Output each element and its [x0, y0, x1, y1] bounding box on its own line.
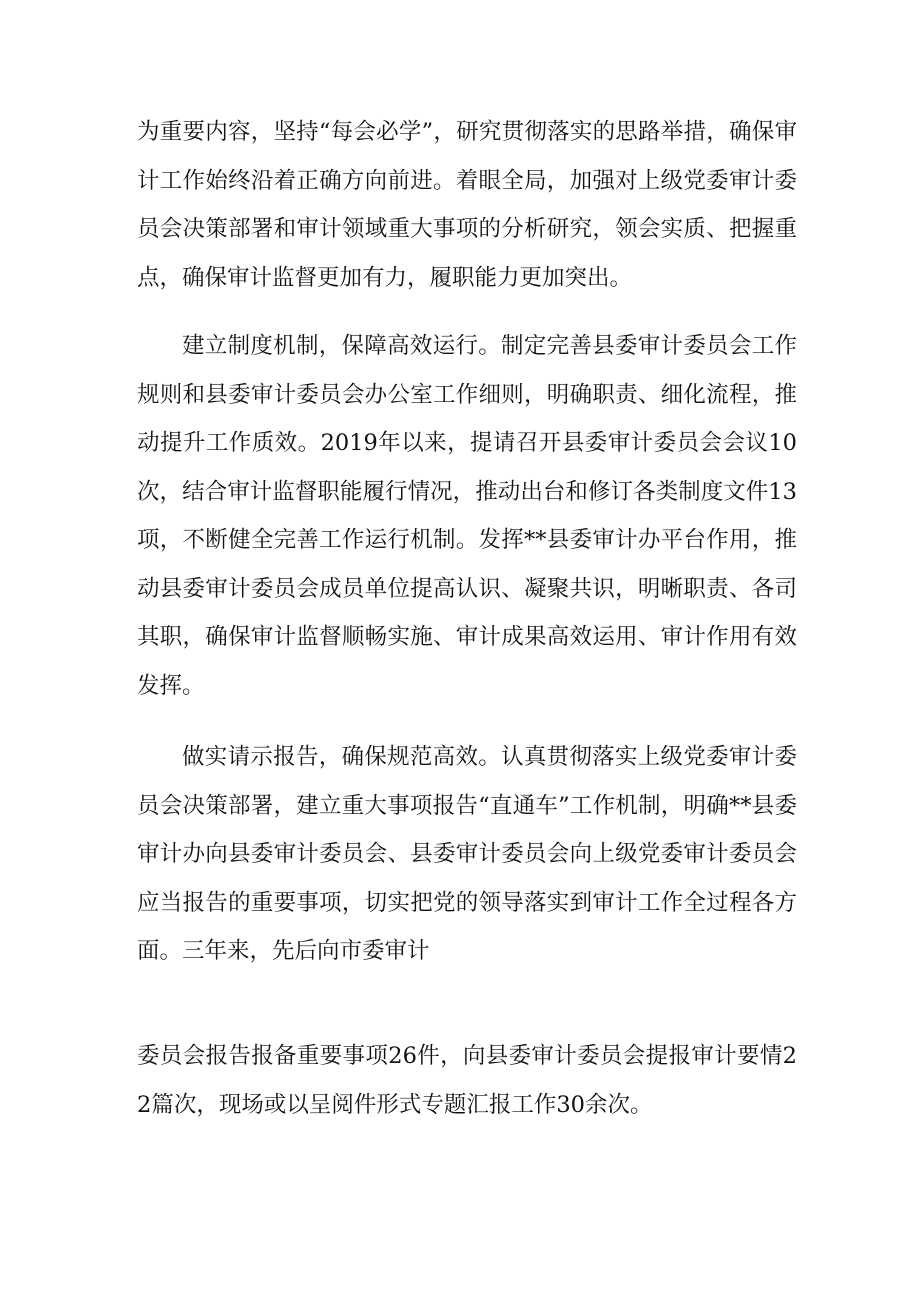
paragraph-reporting-continued: 委员会报告报备重要事项26件，向县委审计委员会提报审计要情22篇次，现场或以呈阅件形式专题汇报工作30余次。: [137, 1043, 797, 1118]
paragraph-institutional-mechanism: 建立制度机制，保障高效运行。制定完善县委审计委员会工作规则和县委审计委员会办公室工作细则，明确职责、细化流程，推动提升工作质效。2019年以来，提请召开县委审计委员会会议10次，结合审计监督职能履行情况，推动出台和修订各类制度文件13项，不断健全完善工作运行机制。发挥**县委审计办平台作用，推动县委审计委员会成员单位提高认识、凝聚共识，明晰职责、各司其职，确保审计监督顺畅实施、审计成果高效运用、审计作用有效发挥。: [137, 333, 797, 699]
paragraph-reporting: 做实请示报告，确保规范高效。认真贯彻落实上级党委审计委员会决策部署，建立重大事项报告“直通车”工作机制，明确**县委审计办向县委审计委员会、县委审计委员会向上级党委审计委员会应当报告的重要事项，切实把党的领导落实到审计工作全过程各方面。三年来，先后向市委审计: [137, 744, 797, 964]
paragraph-continuation: 为重要内容，坚持“每会必学”，研究贯彻落实的思路举措，确保审计工作始终沿着正确方向前进。着眼全局，加强对上级党委审计委员会决策部署和审计领域重大事项的分析研究，领会实质、把握重点，确保审计监督更加有力，履职能力更加突出。: [137, 119, 797, 291]
